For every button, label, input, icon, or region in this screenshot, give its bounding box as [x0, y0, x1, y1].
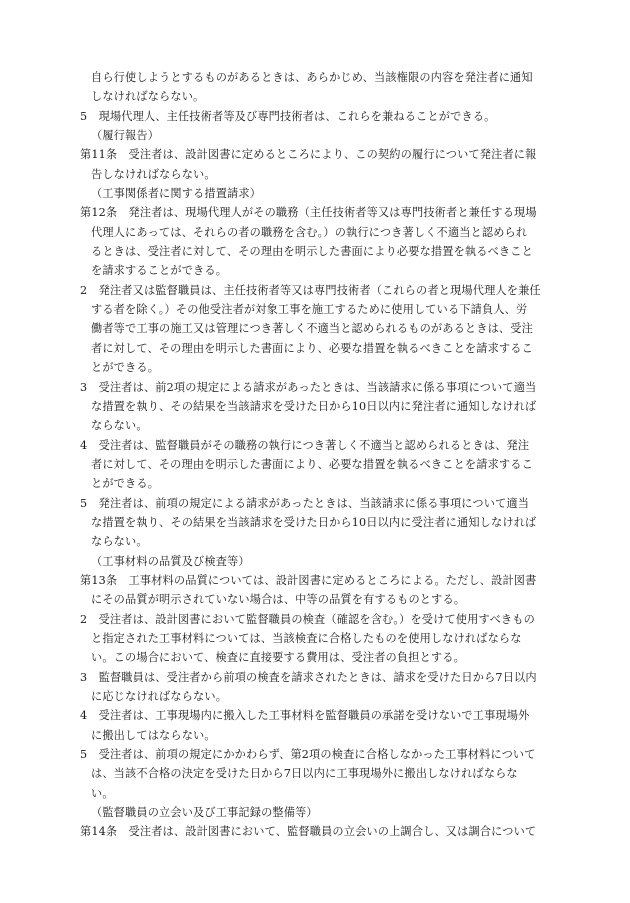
text-line: 働者等で工事の施工又は管理につき著しく不適当と認められるものがあるときは、受注	[91, 322, 533, 336]
text-line: に搬出してはならない。	[91, 728, 216, 742]
text-line: ならない。	[91, 419, 148, 433]
text-line: 5 受注者は、前項の規定にかかわらず、第2項の検査に合格しなかった工事材料について	[80, 748, 536, 762]
text-line: 第12条 発注者は、現場代理人がその職務（主任技術者等又は専門技術者と兼任する現場	[80, 206, 537, 220]
text-line: ならない。	[91, 535, 148, 549]
text-line: とができる。	[91, 477, 160, 491]
text-line: 第13条 工事材料の品質については、設計図書に定めるところによる。ただし、設計図書	[80, 573, 537, 587]
text-line: する者を除く。）その他受注者が対象工事を施工するために使用している下請負人、労	[91, 303, 528, 317]
text-line: 5 発注者は、前項の規定による請求があったときは、当該請求に係る事項について適当	[80, 496, 530, 510]
text-line: は、当該不合格の決定を受けた日から7日以内に工事現場外に搬出しなければならな	[91, 767, 518, 781]
text-line: にその品質が明示されていない場合は、中等の品質を有するものとする。	[91, 593, 466, 607]
text-line: 3 受注者は、前2項の規定による請求があったときは、当該請求に係る事項について適当	[80, 380, 537, 394]
text-line: 2 受注者は、設計図書において監督職員の検査（確認を含む。）を受けて使用すべきもの	[80, 612, 535, 626]
text-line: を請求することができる。	[91, 264, 228, 278]
text-line: い。	[91, 786, 114, 800]
text-line: に応じなければならない。	[91, 690, 228, 703]
text-line: 代理人にあっては、それらの者の職務を含む。）の執行につき著しく不適当と認められ	[91, 225, 528, 239]
text-line: 者に対して、その理由を明示した書面により、必要な措置を執るべきことを請求するこ	[91, 457, 533, 471]
text-line: い。この場合において、検査に直接要する費用は、受注者の負担とする。	[91, 651, 465, 665]
text-line: 第14条 受注者は、設計図書において、監督職員の立会いの上調合し、又は調合について	[80, 825, 537, 839]
document-body	[80, 68, 580, 842]
text-line: 者に対して、その理由を明示した書面により、必要な措置を執るべきことを請求するこ	[91, 341, 533, 355]
text-line: 自ら行使しようとするものがあるときは、あらかじめ、当該権限の内容を発注者に通知	[91, 71, 533, 84]
text-line: と指定された工事材料については、当該検査に合格したものを使用しなければならな	[91, 631, 522, 645]
text-line: 4 受注者は、工事現場内に搬入した工事材料を監督職員の承諾を受けないで工事現場外	[80, 709, 530, 723]
section-heading: （監督職員の立会い及び工事記録の整備等）	[91, 806, 318, 820]
text-line: るときは、受注者に対して、その理由を明示した書面により必要な措置を執るべきこと	[91, 245, 533, 259]
text-line: 2 発注者又は監督職員は、主任技術者等又は専門技術者（これらの者と現場代理人を兼任	[80, 283, 541, 297]
text-line: 5 現場代理人、主任技術者等及び専門技術者は、これらを兼ねることができる。	[80, 109, 496, 123]
text-line: 4 受注者は、監督職員がその職務の執行につき著しく不適当と認められるときは、発注	[80, 438, 530, 452]
text-line: 第11条 受注者は、設計図書に定めるところにより、この契約の履行について発注者に報	[80, 148, 537, 162]
text-line: 告しなければならない。	[91, 167, 216, 181]
section-heading: （履行報告）	[91, 129, 160, 143]
section-heading: （工事関係者に関する措置請求）	[91, 187, 262, 201]
text-line: な措置を執り、その結果を当該請求を受けた日から10日以内に発注者に通知しなければ	[91, 399, 537, 413]
text-line: な措置を執り、その結果を当該請求を受けた日から10日以内に受注者に通知しなければ	[91, 515, 537, 529]
text-line: 3 監督職員は、受注者から前項の検査を請求されたときは、請求を受けた日から7日以内	[80, 670, 537, 684]
text-line: とができる。	[91, 361, 160, 375]
text-line: しなければならない。	[91, 90, 205, 104]
section-heading: （工事材料の品質及び検査等）	[91, 554, 250, 568]
